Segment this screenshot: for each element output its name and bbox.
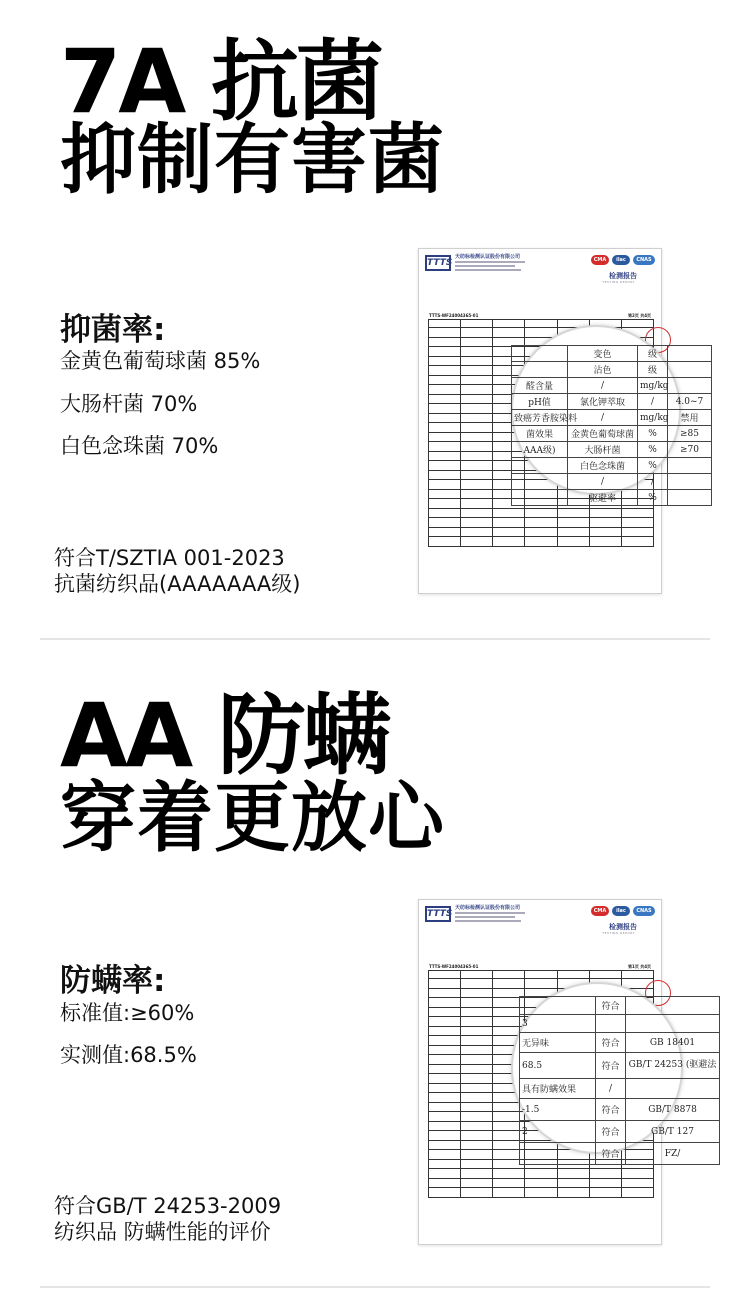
rate-title: 抑菌率: — [60, 312, 166, 348]
magnified-results-table: 变色 级 沾色 级 醛含量 / mg/kg pH值 氯化钾萃取 / 4.0~7 致癌芳香胺染料 / mg/kg 禁用 菌效果 金黄色葡萄球菌 % ≥85 AAA级) 大肠杆菌 % ≥70 白色念珠菌 % / / 驱避率 % — [511, 345, 712, 506]
report-title: 检测报告 — [609, 923, 637, 931]
report-number: TTTS-WF24004365-01 — [429, 964, 479, 969]
rate-e-coli: 大肠杆菌 70% — [60, 392, 198, 416]
ttts-logo: TTTS — [425, 255, 451, 271]
magnified-results-table: 符合 3 无异味 符合 GB 18401 68.5 符合 GB/T 24253 (驱避法 具有防螨效果 / -1.5 符合 GB/T 8878 2 符合 GB/T 127 符合 FZ/ — [519, 996, 720, 1165]
company-name: 天纺标检测认证股份有限公司 — [455, 905, 521, 911]
anti-mite-section — [0, 640, 750, 1289]
cnas-badge: CNAS — [633, 906, 655, 916]
company-subline — [455, 912, 525, 914]
report-header — [419, 900, 661, 962]
rate-staphylococcus: 金黄色葡萄球菌 85% — [60, 349, 261, 373]
cma-badge: CMA — [591, 255, 609, 265]
rate-standard-value: 标准值:≥60% — [60, 1001, 195, 1025]
ilac-badge: ilac — [612, 255, 630, 265]
accreditation-badges — [591, 255, 655, 267]
report-title: 检测报告 — [609, 272, 637, 280]
report-header — [419, 249, 661, 311]
accreditation-badges — [591, 906, 655, 918]
section-divider — [40, 1286, 710, 1288]
headline-anti-mite: AA 防螨 — [60, 684, 388, 787]
magnifier-zoom — [511, 982, 717, 1160]
headline-antibacterial: 7A 抗菌 — [60, 30, 381, 133]
report-subtitle: TESTING REPORT — [602, 931, 635, 935]
magnifier-zoom — [511, 325, 704, 504]
company-subline — [455, 269, 521, 271]
headline-wear-assured: 穿着更放心 — [60, 773, 445, 862]
standard-compliance — [54, 1193, 281, 1246]
antibacterial-section — [0, 0, 750, 640]
company-subline — [455, 261, 525, 263]
company-subline — [455, 916, 515, 918]
cnas-badge: CNAS — [633, 255, 655, 265]
rate-candida: 白色念珠菌 70% — [60, 434, 219, 458]
report-subtitle: TESTING REPORT — [602, 280, 635, 284]
cma-badge: CMA — [591, 906, 609, 916]
company-subline — [455, 265, 515, 267]
test-report-image — [418, 248, 704, 594]
rate-title: 防螨率: — [60, 963, 166, 999]
rate-measured-value: 实测值:68.5% — [60, 1043, 197, 1067]
standard-name: 抗菌纺织品(AAAAAAA级) — [54, 572, 301, 597]
ilac-badge: ilac — [612, 906, 630, 916]
standard-name: 纺织品 防螨性能的评价 — [54, 1220, 271, 1245]
headline-inhibit-bacteria: 抑制有害菌 — [60, 115, 445, 204]
standard-code: 符合T/SZTIA 001-2023 — [54, 546, 285, 570]
standard-code: 符合GB/T 24253-2009 — [54, 1194, 282, 1218]
ttts-logo: TTTS — [425, 906, 451, 922]
company-subline — [455, 920, 521, 922]
report-number: TTTS-WF24004365-01 — [429, 313, 479, 318]
company-name: 天纺标检测认证股份有限公司 — [455, 254, 521, 260]
page-number: 第2页 共4页 — [628, 313, 651, 318]
standard-compliance — [54, 545, 300, 598]
page-number: 第1页 共4页 — [628, 964, 651, 969]
test-report-image — [418, 899, 717, 1245]
